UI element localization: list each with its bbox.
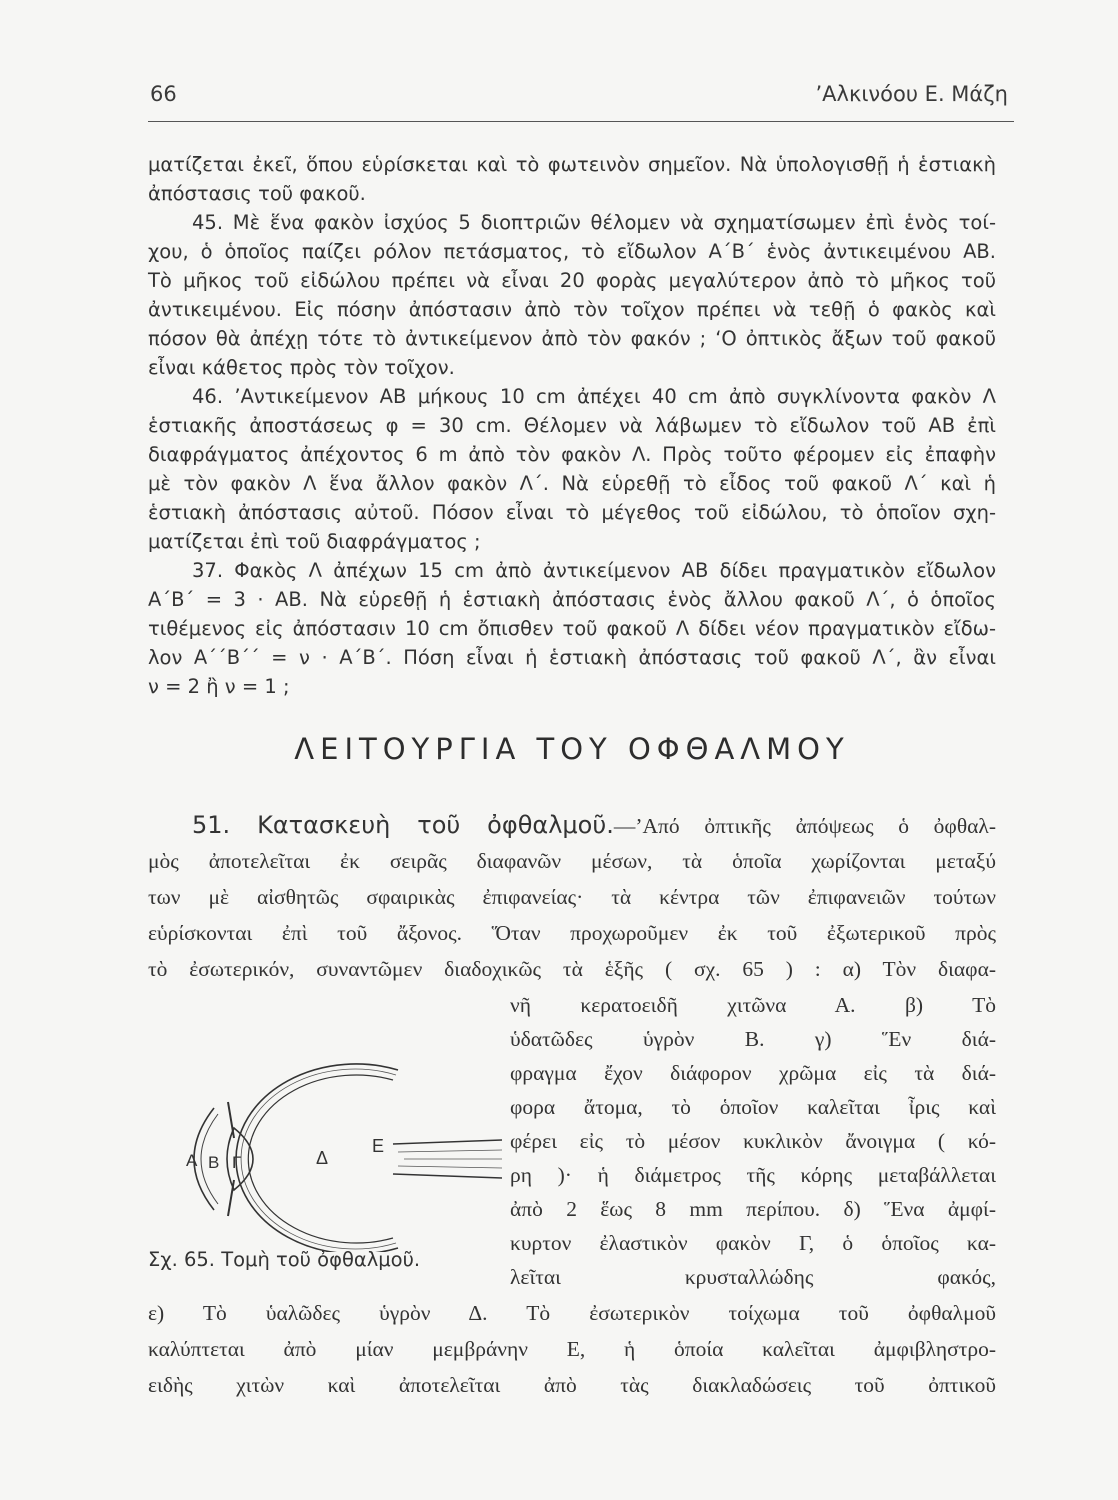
text-line: ε) Τὸ ὑαλῶδες ὑγρὸν Δ. Τὸ ἐσωτερικὸν τοίχωμα τοῦ ὀφθαλμοῦ bbox=[148, 1301, 996, 1325]
text-line: ειδὴς χιτὼν καὶ ἀποτελεῖται ἀπὸ τὰς διακλαδώσεις τοῦ ὀπτικοῦ bbox=[148, 1373, 996, 1397]
text-line: τὸ ἐσωτερικόν, συναντῶμεν διαδοχικῶς τὰ ἑξῆς ( σχ. 65 ) : α) Τὸν διαφα- bbox=[148, 957, 996, 981]
text-line: των μὲ αἰσθητῶς σφαιρικὰς ἐπιφανείας· τὰ κέντρα τῶν ἐπιφανειῶν τούτων bbox=[148, 885, 996, 909]
section-first-line-text: —’Από ὀπτικῆς ἀπόψεως ὁ ὀφθαλ- bbox=[613, 814, 996, 838]
text-line: φραγμα ἔχον διάφορον χρῶμα εἰς τὰ διά- bbox=[510, 1061, 996, 1085]
text-line: εἶναι κάθετος πρὸς τὸν τοῖχον. bbox=[148, 356, 455, 379]
text-line: ἑστιακὴ ἀπόστασις αὐτοῦ. Πόσον εἶναι τὸ μέγεθος τοῦ εἰδώλου, τὸ ὁποῖον σχη- bbox=[148, 501, 996, 524]
exercise-46: 46. ’Αντικείμενον ΑΒ μήκους 10 cm ἀπέχει 40 cm ἀπὸ συγκλίνοντα φακὸν Λ bbox=[192, 385, 996, 408]
iris-bottom bbox=[228, 1180, 234, 1216]
page-number: 66 bbox=[150, 82, 177, 106]
text-line: καλύπτεται ἀπὸ μίαν μεμβράνην Ε, ἡ ὁποία καλεῖται ἀμφιβληστρο- bbox=[148, 1337, 996, 1361]
optic-nerve-bottom bbox=[393, 1174, 502, 1178]
eye-diagram bbox=[168, 1062, 502, 1252]
text-line: ὑδατῶδες ὑγρὸν Β. γ) Ἕν διά- bbox=[510, 1027, 996, 1051]
text-line: ἀπόστασις τοῦ φακοῦ. bbox=[148, 182, 366, 205]
text-line: λον Α΄΄Β΄΄ = ν · Α΄Β΄. Πόση εἶναι ἡ ἑστιακὴ ἀπόστασις τοῦ φακοῦ Λ΄, ἂν εἶναι bbox=[148, 646, 996, 669]
text-line: Α΄Β΄ = 3 · ΑΒ. Νὰ εὑρεθῇ ἡ ἑστιακὴ ἀπόστασις ἑνὸς ἄλλου φακοῦ Λ΄, ὁ ὁποῖος bbox=[148, 588, 996, 611]
chapter-title: ΛΕΙΤΟΥΡΓΙΑ ΤΟΥ ΟΦΘΑΛΜΟΥ bbox=[294, 732, 850, 766]
text-line: φέρει εἰς τὸ μέσον κυκλικὸν ἄνοιγμα ( κό- bbox=[510, 1129, 996, 1153]
text-line: τιθέμενος εἰς ἀπόστασιν 10 cm ὄπισθεν τοῦ φακοῦ Λ δίδει νέον πραγματικὸν εἴδω- bbox=[148, 617, 996, 640]
text-line: χου, ὁ ὁποῖος παίζει ρόλον πετάσματος, τὸ εἴδωλον Α΄Β΄ ἑνὸς ἀντικειμένου ΑΒ. bbox=[148, 240, 996, 263]
section-first-line bbox=[148, 812, 996, 839]
text-line: εὑρίσκονται ἐπὶ τοῦ ἄξονος. Ὅταν προχωροῦμεν ἐκ τοῦ ἐξωτερικοῦ πρὸς bbox=[148, 921, 996, 945]
optic-nerve-line bbox=[398, 1166, 502, 1168]
text-line: ρη )· ἡ διάμετρος τῆς κόρης μεταβάλλεται bbox=[510, 1163, 996, 1187]
label-g: Γ bbox=[232, 1153, 242, 1172]
text-line: λεῖται κρυσταλλώδης φακός, bbox=[510, 1265, 996, 1289]
section-heading: 51. Κατασκευὴ τοῦ ὀφθαλμοῦ. bbox=[192, 811, 614, 839]
text-line: ματίζεται ἐκεῖ, ὅπου εὑρίσκεται καὶ τὸ φωτεινὸν σημεῖον. Νὰ ὑπολογισθῇ ἡ ἑστιακὴ bbox=[148, 153, 996, 176]
text-line: διαφράγματος ἀπέχοντος 6 m ἀπὸ τὸν φακὸν Λ. Πρὸς τοῦτο φέρομεν εἰς ἐπαφὴν bbox=[148, 443, 996, 466]
text-line: ἑστιακῆς ἀποστάσεως φ = 30 cm. Θέλομεν νὰ λάβωμεν τὸ εἴδωλον τοῦ ΑΒ ἐπὶ bbox=[148, 414, 996, 437]
exercise-45: 45. Μὲ ἕνα φακὸν ἰσχύος 5 διοπτριῶν θέλομεν νὰ σχηματίσωμεν ἐπὶ ἑνὸς τοί- bbox=[192, 211, 996, 234]
optic-nerve-top bbox=[393, 1140, 502, 1144]
label-d: Δ bbox=[316, 1148, 329, 1168]
text-line: νῆ κερατοειδῆ χιτῶνα Α. β) Τὸ bbox=[510, 993, 996, 1017]
text-line: ν = 2 ἢ ν = 1 ; bbox=[148, 675, 290, 698]
text-line: μὲ τὸν φακὸν Λ ἕνα ἄλλον φακὸν Λ΄. Νὰ εὑρεθῇ τὸ εἶδος τοῦ φακοῦ Λ΄ καὶ ἡ bbox=[148, 472, 996, 495]
header-rule bbox=[148, 121, 1014, 122]
text-line: φορα ἄτομα, τὸ ὁποῖον καλεῖται ἶρις καὶ bbox=[510, 1095, 996, 1119]
iris-top bbox=[228, 1102, 234, 1138]
text-line: ματίζεται ἐπὶ τοῦ διαφράγματος ; bbox=[148, 530, 481, 553]
label-b: Β bbox=[208, 1153, 220, 1172]
text-line: Τὸ μῆκος τοῦ εἰδώλου πρέπει νὰ εἶναι 20 φορὰς μεγαλύτερον ἀπὸ τὸ μῆκος τοῦ bbox=[148, 269, 996, 292]
exercise-37: 37. Φακὸς Λ ἀπέχων 15 cm ἀπὸ ἀντικείμενον ΑΒ δίδει πραγματικὸν εἴδωλον bbox=[192, 559, 996, 582]
text-line: ἀπὸ 2 ἕως 8 mm περίπου. δ) Ἕνα ἀμφί- bbox=[510, 1197, 996, 1221]
running-head: ’Αλκινόου Ε. Μάζη bbox=[815, 82, 1008, 106]
text-line: πόσον θὰ ἀπέχῃ τότε τὸ ἀντικείμενον ἀπὸ τὸν φακόν ; ‘Ο ὀπτικὸς ἄξων τοῦ φακοῦ bbox=[148, 327, 996, 350]
optic-nerve-line bbox=[398, 1150, 502, 1152]
text-line: μὸς ἀποτελεῖται ἐκ σειρᾶς διαφανῶν μέσων, τὰ ὁποῖα χωρίζονται μεταξύ bbox=[148, 849, 996, 873]
figure-caption: Σχ. 65. Τομὴ τοῦ ὀφθαλμοῦ. bbox=[148, 1248, 421, 1271]
label-a: Α bbox=[186, 1151, 198, 1170]
text-line: κυρτον ἐλαστικὸν φακὸν Γ, ὁ ὁποῖος κα- bbox=[510, 1231, 996, 1255]
label-e: Ε bbox=[372, 1136, 385, 1156]
text-line: ἀντικειμένου. Εἰς πόσην ἀπόστασιν ἀπὸ τὸν τοῖχον πρέπει νὰ τεθῇ ὁ φακὸς καὶ bbox=[148, 298, 996, 321]
